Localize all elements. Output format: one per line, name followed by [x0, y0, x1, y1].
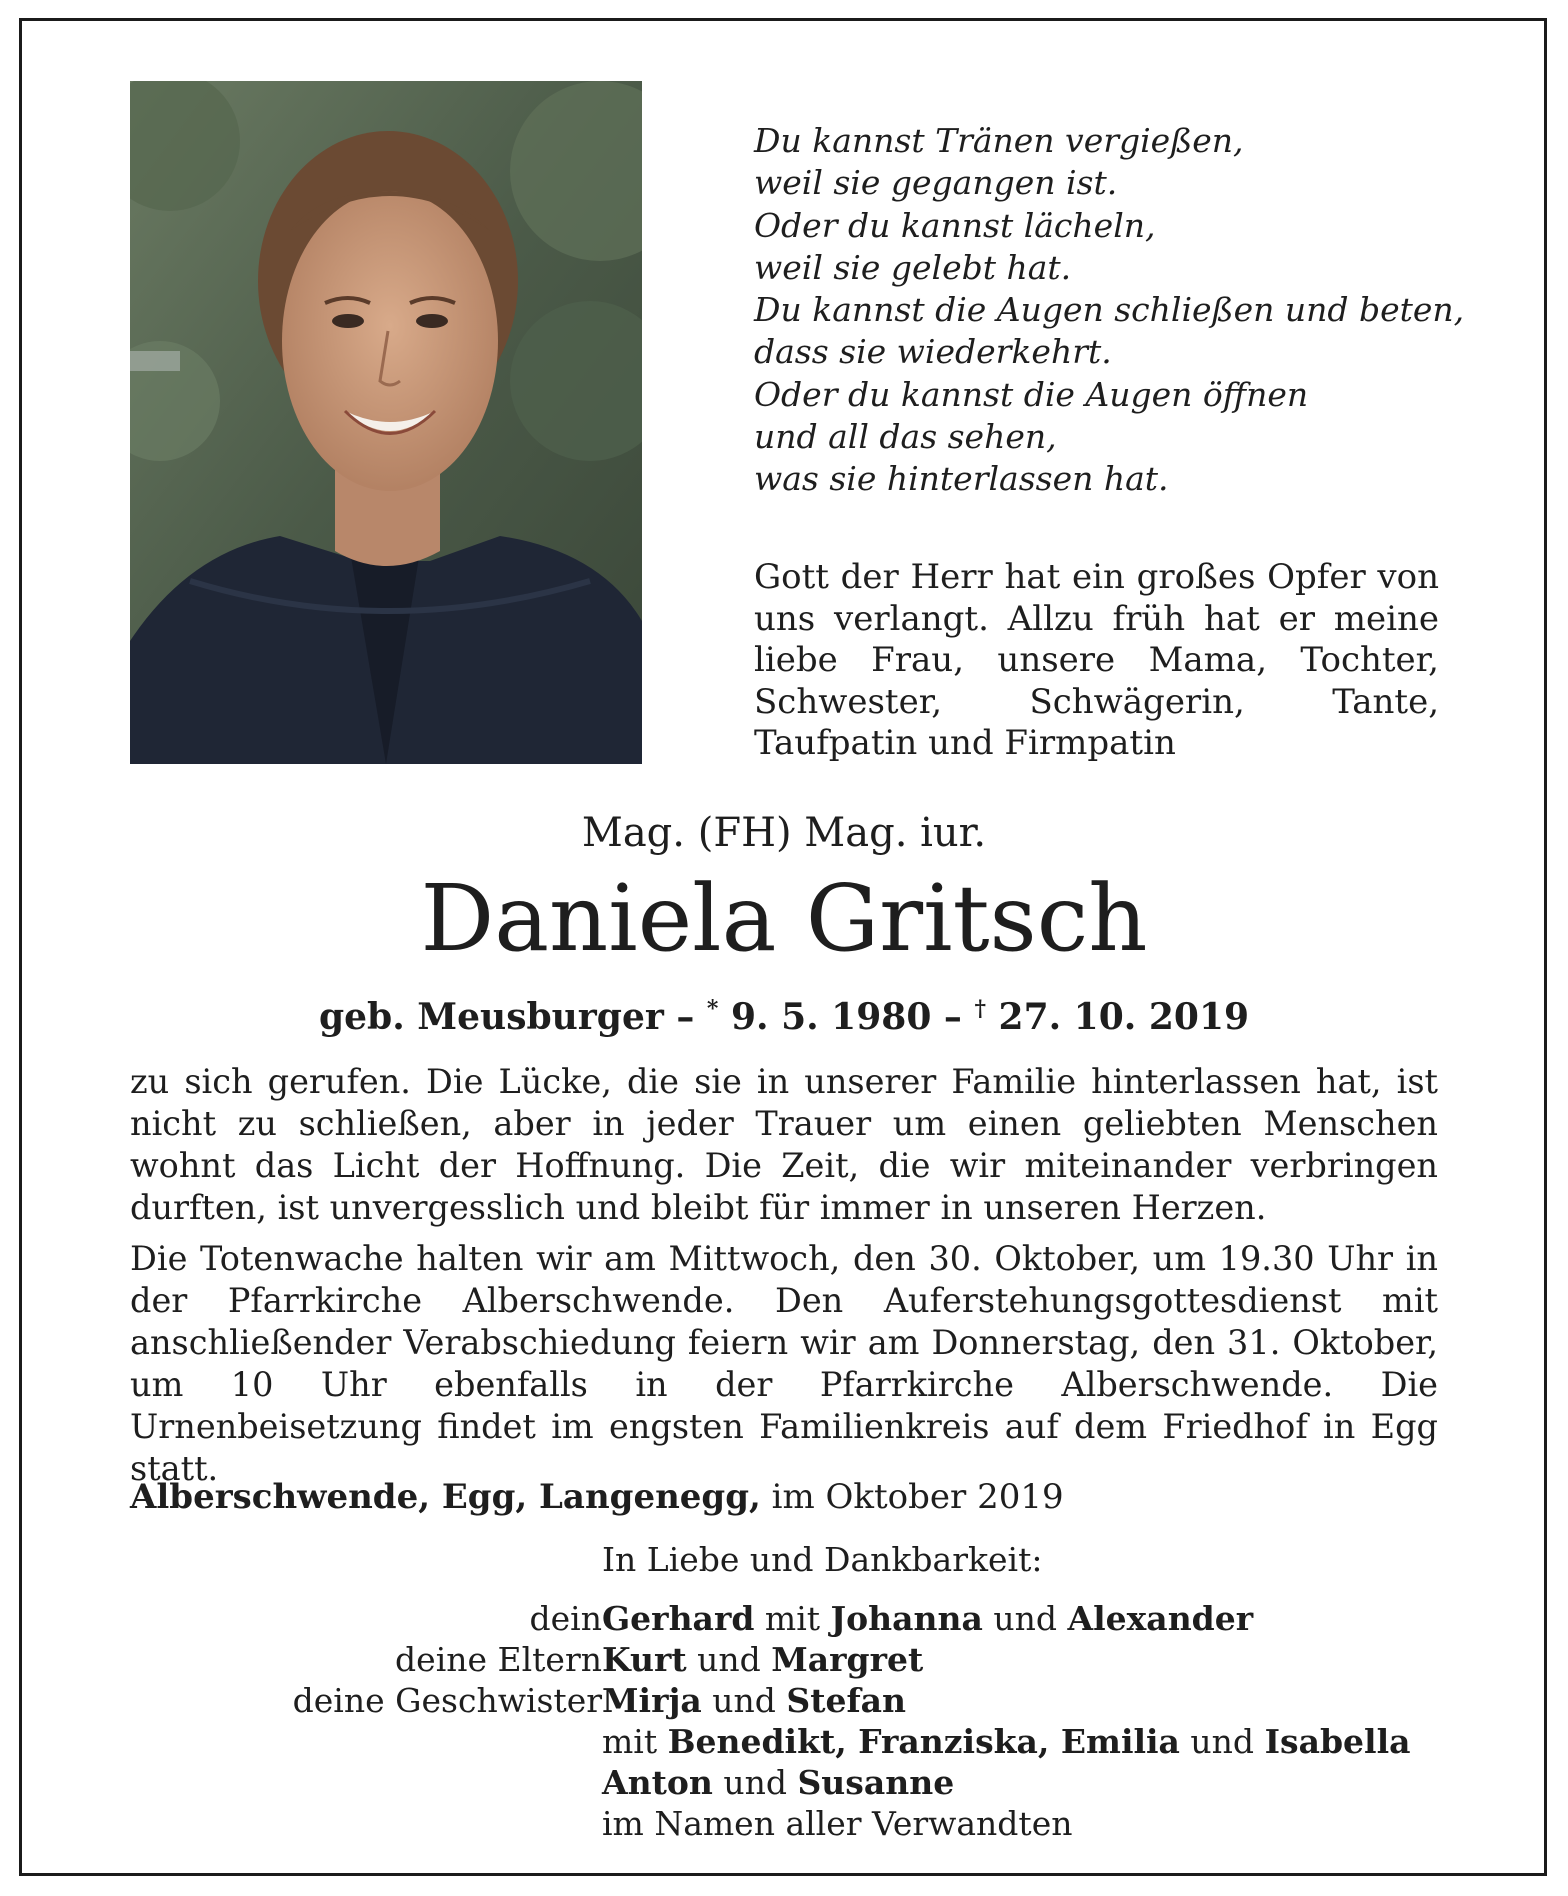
- poem-line: dass sie wiederkehrt.: [754, 332, 1112, 372]
- mourner-name: Isabella: [1264, 1722, 1411, 1761]
- poem-line: weil sie gegangen ist.: [754, 163, 1118, 203]
- mourner-name: Gerhard: [602, 1599, 755, 1638]
- poem-line: Du kannst die Augen schließen und beten,: [754, 290, 1465, 330]
- connector-text: im Namen aller Verwandten: [602, 1804, 1073, 1843]
- poem-line: Du kannst Tränen vergießen,: [754, 121, 1244, 160]
- mourner-names: [602, 1598, 1253, 1640]
- mourner-name: Benedikt, Franziska, Emilia: [667, 1722, 1180, 1761]
- mourner-names: [602, 1762, 954, 1804]
- mourner-name: Johanna: [830, 1599, 983, 1638]
- signature-row: [0, 1639, 1568, 1681]
- connector-text: mit: [754, 1599, 831, 1638]
- poem-line: Oder du kannst die Augen öffnen: [754, 374, 1309, 414]
- dash: –: [663, 996, 707, 1038]
- mourner-names: [602, 1639, 923, 1681]
- portrait-photo-icon: [130, 81, 642, 764]
- mourner-name: Mirja: [602, 1681, 702, 1720]
- portrait-photo: [130, 81, 642, 764]
- mourner-name: Stefan: [786, 1681, 907, 1720]
- birth-name: geb. Meusburger: [318, 996, 664, 1038]
- signature-row: [0, 1598, 1568, 1640]
- connector-text: und: [1179, 1722, 1265, 1761]
- mourner-name: Anton: [602, 1763, 713, 1802]
- connector-text: mit: [602, 1722, 668, 1761]
- connector-text: und: [982, 1599, 1068, 1638]
- signature-heading: In Liebe und Dankbarkeit:: [602, 1540, 1043, 1579]
- relation-label: dein: [529, 1599, 602, 1638]
- signature-row: [0, 1680, 1568, 1722]
- academic-title: Mag. (FH) Mag. iur.: [581, 810, 987, 856]
- place-date-line: [130, 1475, 1064, 1519]
- connector-text: und: [686, 1640, 772, 1679]
- relation-label: deine Geschwister: [292, 1681, 602, 1720]
- deceased-name: Daniela Gritsch: [420, 865, 1148, 972]
- life-dates: [0, 985, 1568, 1041]
- mourner-name: Kurt: [602, 1640, 687, 1679]
- notice-date: im Oktober 2019: [760, 1477, 1064, 1517]
- poem: [754, 120, 1474, 501]
- mourner-name: Alexander: [1067, 1599, 1254, 1638]
- mourner-name: Margret: [771, 1640, 924, 1679]
- poem-line: Oder du kannst lächeln,: [754, 205, 1156, 245]
- poem-line: weil sie gelebt hat.: [754, 247, 1072, 287]
- mourner-name: Susanne: [797, 1763, 955, 1802]
- death-date: 27. 10. 2019: [985, 996, 1250, 1038]
- dash: –: [931, 996, 975, 1038]
- signature-row: [0, 1803, 1568, 1845]
- connector-text: und: [712, 1763, 798, 1802]
- birth-date: 9. 5. 1980: [718, 996, 932, 1038]
- poem-line: und all das sehen,: [754, 417, 1057, 457]
- signature-row: [0, 1762, 1568, 1804]
- mourner-names: [602, 1721, 1410, 1763]
- intro-text: Gott der Herr hat ein großes Opfer von uns verlangt. Allzu früh hat er meine liebe Frau, unsere Mama, Tochter, Schwester, Schwägerin, Tante, Taufpatin und Firmpatin: [754, 557, 1439, 763]
- connector-text: und: [701, 1681, 787, 1720]
- mourner-names: [602, 1680, 906, 1722]
- places: Alberschwende, Egg, Langenegg,: [130, 1477, 761, 1517]
- death-symbol: †: [974, 996, 986, 1022]
- relation-label: deine Eltern: [395, 1640, 602, 1679]
- body-paragraph: zu sich gerufen. Die Lücke, die sie in unserer Familie hinterlassen hat, ist nicht zu schließen, aber in jeder Trauer um einen geliebten Menschen wohnt das Licht der Hoffnung. Die Zeit, die wir miteinander verbringen durften, ist unvergesslich und bleibt für immer in unseren Herzen.: [130, 1062, 1438, 1227]
- birth-symbol: *: [706, 996, 719, 1022]
- poem-line: was sie hinterlassen hat.: [754, 459, 1169, 499]
- signature-row: [0, 1721, 1568, 1763]
- funeral-details: Die Totenwache halten wir am Mittwoch, den 30. Oktober, um 19.30 Uhr in der Pfarrkirche Alberschwende. Den Auferstehungsgottesdienst mit anschließender Verabschiedung feiern wir am Donnerstag, den 31. Oktober, um 10 Uhr ebenfalls in der Pfarrkirche Alberschwende. Die Urnenbeisetzung findet im engsten Familienkreis auf dem Friedhof in Egg statt.: [130, 1239, 1438, 1488]
- mourner-names: [602, 1803, 1072, 1845]
